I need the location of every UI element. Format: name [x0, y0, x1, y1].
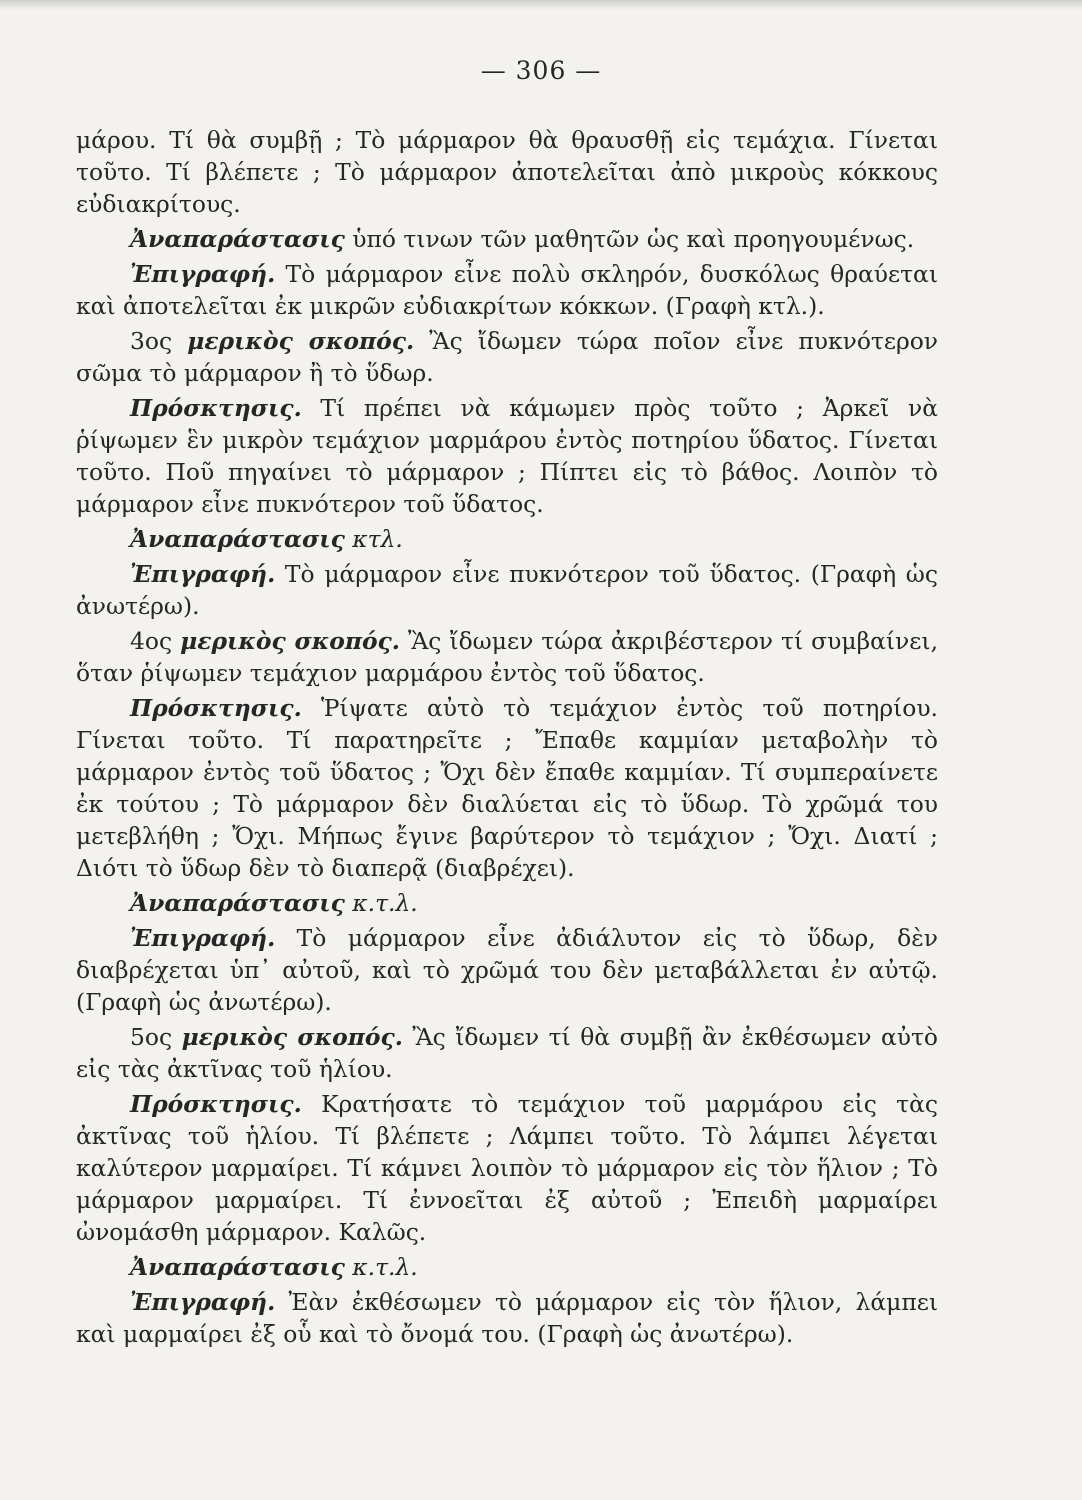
section-label: Πρόσκτησις.: [130, 694, 302, 722]
paragraph: [76, 258, 938, 322]
body-text: μάρου. Τί θὰ συμβῇ ; Τὸ μάρμαρον θὰ θραυσθῇ εἰς τεμάχια. Γίνεται τοῦτο. Τί βλέπετε ; Τὸ μάρμαρον ἀποτελεῖται ἀπὸ μικροὺς κόκκους εὐδιακρίτους.: [76, 126, 938, 218]
page-number: — 306 —: [480, 56, 602, 85]
section-label: μερικὸς σκοπός.: [181, 1023, 403, 1051]
body-text: Ἐὰν ἐκθέσωμεν τὸ μάρμαρον εἰς τὸν ἥλιον, λάμπει καὶ μαρμαίρει ἐξ οὗ καὶ τὸ ὄνομά του. (Γραφὴ ὡς ἀνωτέρω).: [76, 1288, 938, 1348]
body-text: Κρατήσατε τὸ τεμάχιον τοῦ μαρμάρου εἰς τὰς ἀκτῖνας τοῦ ἡλίου. Τί βλέπετε ; Λάμπει τοῦτο. Τὸ λάμπει λέγεται καλύτερον μαρμαίρει. Τί κάμνει λοιπὸν τὸ μάρμαρον εἰς τὸν ἥλιον ; Τὸ μάρμαρον μαρμαίρει. Τί ἐννοεῖται ἐξ αὐτοῦ ; Ἐπειδὴ μαρμαίρει ὠνομάσθη μάρμαρον. Καλῶς.: [76, 1090, 938, 1246]
paragraph: [76, 1088, 938, 1248]
body-text: Ῥίψατε αὐτὸ τὸ τεμάχιον ἐντὸς τοῦ ποτηρίου. Γίνεται τοῦτο. Τί παρατηρεῖτε ; Ἔπαθε καμμίαν μεταβολὴν τὸ μάρμαρον ἐντὸς τοῦ ὕδατος ; Ὄχι δὲν ἔπαθε καμμίαν. Τί συμπεραίνετε ἐκ τούτου ; Τὸ μάρμαρον δὲν διαλύεται εἰς τὸ ὕδωρ. Τὸ χρῶμά του μετεβλήθη ; Ὄχι. Μήπως ἔγινε βαρύτερον τὸ τεμάχιον ; Ὄχι. Διατί ; Διότι τὸ ὕδωρ δὲν τὸ διαπερᾷ (διαβρέχει).: [76, 694, 938, 882]
italic-text: κτλ.: [344, 525, 403, 553]
body-text: 5ος: [130, 1023, 182, 1051]
section-label: Ἀναπαράστασις: [130, 1253, 345, 1281]
paragraph: [76, 325, 938, 389]
body-text: 3ος: [130, 327, 188, 355]
section-label: μερικὸς σκοπός.: [187, 327, 415, 355]
italic-text: κ.τ.λ.: [344, 1253, 418, 1281]
paragraph: [76, 523, 938, 555]
body-text: Τὸ μάρμαρον εἶνε ἀδιάλυτον εἰς τὸ ὕδωρ, δὲν διαβρέχεται ὑπ᾽ αὐτοῦ, καὶ τὸ χρῶμά του δὲν μεταβάλλεται ἐν αὐτῷ. (Γραφὴ ὡς ἀνωτέρω).: [76, 924, 938, 1016]
paragraph: [76, 223, 938, 255]
section-label: μερικὸς σκοπός.: [180, 627, 400, 655]
body-text: Τὸ μάρμαρον εἶνε πυκνότερον τοῦ ὕδατος. (Γραφὴ ὡς ἀνωτέρω).: [76, 560, 938, 620]
paragraph: [76, 625, 938, 689]
section-label: Ἀναπαράστασις: [130, 525, 345, 553]
section-label: Ἀναπαράστασις: [130, 225, 345, 253]
body-text: 4ος: [130, 627, 181, 655]
page-body: [76, 124, 938, 1353]
body-text: ὑπό τινων τῶν μαθητῶν ὡς καὶ προηγουμένως.: [344, 225, 915, 253]
paragraph: [76, 124, 938, 220]
paragraph: [76, 1251, 938, 1283]
section-label: Ἀναπαράστασις: [130, 889, 345, 917]
paragraph: [76, 1021, 938, 1085]
page-top-edge: [0, 0, 1082, 10]
body-text: Τὸ μάρμαρον εἶνε πολὺ σκληρόν, δυσκόλως θραύεται καὶ ἀποτελεῖται ἐκ μικρῶν εὐδιακρίτων κόκκων. (Γραφὴ κτλ.).: [76, 260, 938, 320]
section-label: Ἐπιγραφή.: [130, 1288, 276, 1316]
section-label: Ἐπιγραφή.: [130, 260, 276, 288]
paragraph: [76, 887, 938, 919]
paragraph: [76, 392, 938, 520]
paragraph: [76, 1286, 938, 1350]
italic-text: κ.τ.λ.: [344, 889, 418, 917]
body-text: Τί πρέπει νὰ κάμωμεν πρὸς τοῦτο ; Ἀρκεῖ νὰ ῥίψωμεν ἓν μικρὸν τεμάχιον μαρμάρου ἐντὸς ποτηρίου ὕδατος. Γίνεται τοῦτο. Ποῦ πηγαίνει τὸ μάρμαρον ; Πίπτει εἰς τὸ βάθος. Λοιπὸν τὸ μάρμαρον εἶνε πυκνότερον τοῦ ὕδατος.: [76, 394, 938, 518]
body-text: Ἂς ἴδωμεν τί θὰ συμβῇ ἂν ἐκθέσωμεν αὐτὸ εἰς τὰς ἀκτῖνας τοῦ ἡλίου.: [76, 1023, 939, 1083]
body-text: Ἂς ἴδωμεν τώρα ἀκριβέστερον τί συμβαίνει, ὅταν ῥίψωμεν τεμάχιον μαρμάρου ἐντὸς τοῦ ὕδατος.: [76, 627, 939, 687]
section-label: Πρόσκτησις.: [130, 1090, 302, 1118]
section-label: Πρόσκτησις.: [130, 394, 302, 422]
section-label: Ἐπιγραφή.: [130, 924, 276, 952]
paragraph: [76, 692, 938, 884]
paragraph: [76, 558, 938, 622]
section-label: Ἐπιγραφή.: [130, 560, 276, 588]
paragraph: [76, 922, 938, 1018]
body-text: Ἂς ἴδωμεν τώρα ποῖον εἶνε πυκνότερον σῶμα τὸ μάρμαρον ἢ τὸ ὕδωρ.: [76, 327, 939, 387]
